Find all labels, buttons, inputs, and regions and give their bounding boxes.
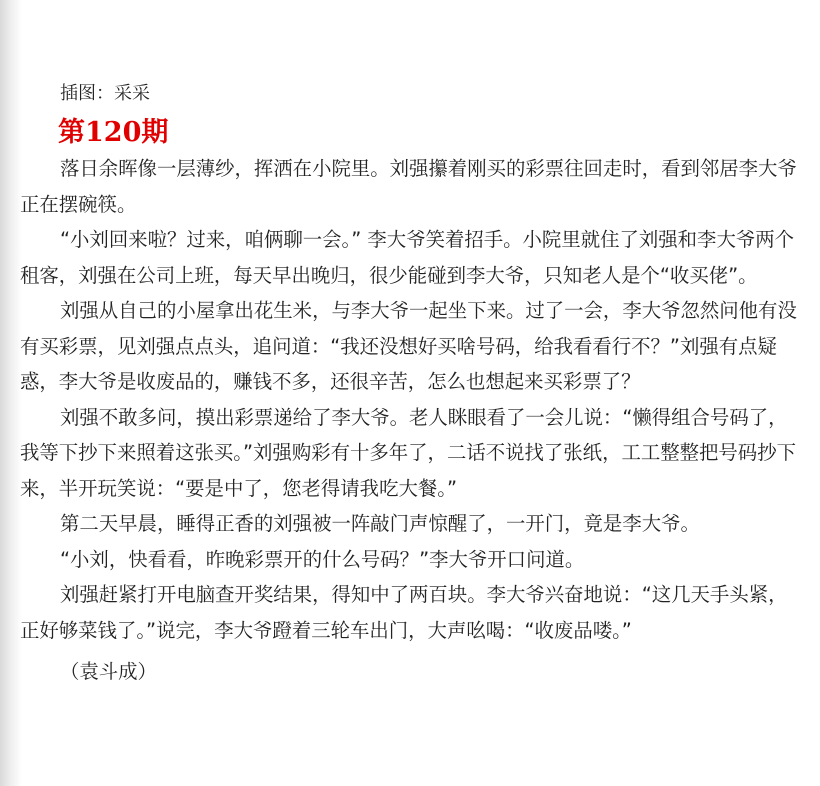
story-paragraph: 刘强从自己的小屋拿出花生米，与李大爷一起坐下来。过了一会，李大爷忽然问他有没有买彩票，见刘强点点头，追问道：“我还没想好买啥号码，给我看看行不？”刘强有点疑惑，李大爷是收废品的，赚钱不多，还很辛苦，怎么也想起来买彩票了？	[20, 299, 797, 393]
story-paragraph: “小刘，快看看，昨晚彩票开的什么号码？”李大爷开口问道。	[60, 547, 585, 571]
story-paragraph: 落日余晖像一层薄纱，挥洒在小院里。刘强攥着刚买的彩票往回走时，看到邻居李大爷正在摆碗筷。	[20, 157, 797, 216]
story-paragraph: “小刘回来啦？过来，咱俩聊一会。” 李大爷笑着招手。小院里就住了刘强和李大爷两个租客，刘强在公司上班，每天早出晚归，很少能碰到李大爷，只知老人是个“收买佬”。	[20, 228, 795, 287]
illustration-credit: 插图：采采	[60, 83, 150, 104]
story-paragraph: 刘强赶紧打开电脑查开奖结果，得知中了两百块。李大爷兴奋地说：“这几天手头紧，正好够菜钱了。”说完，李大爷蹬着三轮车出门，大声吆喝：“收废品喽。”	[20, 583, 788, 642]
story-body	[20, 151, 800, 690]
author-signature: （袁斗成）	[60, 660, 157, 683]
issue-title: 第120期	[58, 117, 169, 148]
story-paragraph: 刘强不敢多问，摸出彩票递给了李大爷。老人眯眼看了一会儿说：“懒得组合号码了，我等下抄下来照着这张买。”刘强购彩有十多年了，二话不说找了张纸，工工整整把号码抄下来，半开玩笑说：“要是中了，您老得请我吃大餐。”	[20, 405, 796, 500]
article-page	[20, 0, 800, 786]
story-paragraph: 第二天早晨，睡得正香的刘强被一阵敲门声惊醒了，一开门，竟是李大爷。	[60, 512, 700, 535]
page-edge-shadow	[0, 0, 22, 786]
